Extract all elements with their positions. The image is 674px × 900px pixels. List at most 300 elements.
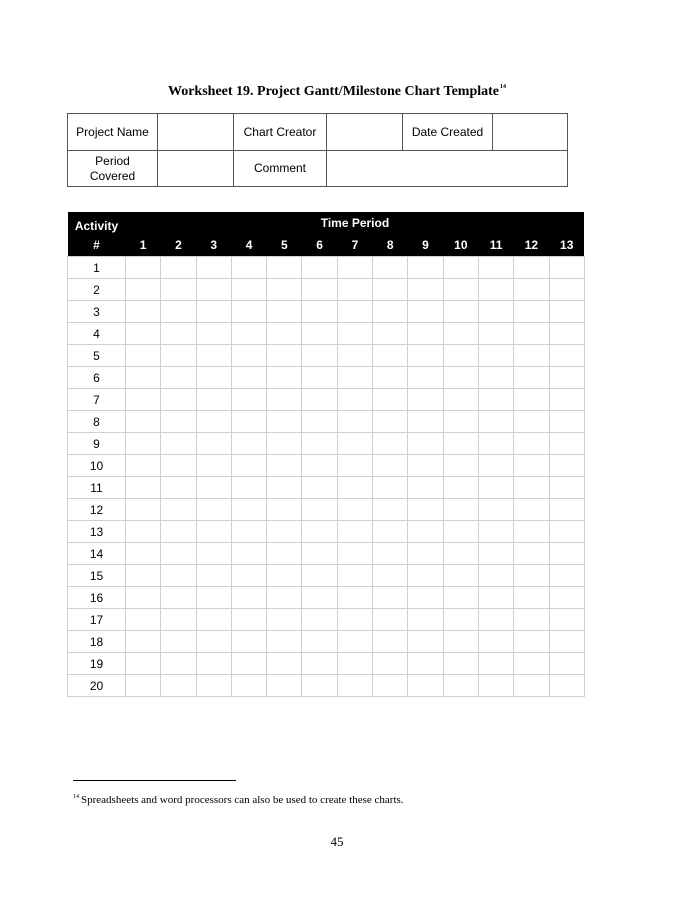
activity-row: [68, 301, 585, 323]
gantt-cell[interactable]: [196, 521, 231, 543]
gantt-cell[interactable]: [514, 345, 549, 367]
gantt-cell[interactable]: [478, 587, 513, 609]
gantt-cell[interactable]: [231, 455, 266, 477]
gantt-cell[interactable]: [196, 455, 231, 477]
gantt-cell[interactable]: [478, 411, 513, 433]
gantt-cell[interactable]: [196, 653, 231, 675]
gantt-cell[interactable]: [161, 609, 196, 631]
project-name-label: Project Name: [68, 114, 158, 151]
gantt-cell[interactable]: [443, 499, 478, 521]
gantt-cell[interactable]: [478, 455, 513, 477]
gantt-cell[interactable]: [161, 389, 196, 411]
gantt-cell[interactable]: [161, 279, 196, 301]
gantt-cell[interactable]: [267, 323, 302, 345]
gantt-cell[interactable]: [302, 367, 337, 389]
gantt-cell[interactable]: [267, 565, 302, 587]
gantt-cell[interactable]: [231, 301, 266, 323]
gantt-cell[interactable]: [443, 543, 478, 565]
gantt-cell[interactable]: [196, 477, 231, 499]
gantt-cell[interactable]: [514, 631, 549, 653]
gantt-cell[interactable]: [443, 301, 478, 323]
gantt-cell[interactable]: [549, 543, 584, 565]
gantt-cell[interactable]: [549, 433, 584, 455]
gantt-cell[interactable]: [478, 675, 513, 697]
gantt-cell[interactable]: [443, 411, 478, 433]
gantt-cell[interactable]: [478, 345, 513, 367]
gantt-cell[interactable]: [337, 345, 372, 367]
gantt-cell[interactable]: [302, 477, 337, 499]
title-text: Worksheet 19. Project Gantt/Milestone Chart Template: [167, 84, 500, 99]
gantt-cell[interactable]: [373, 565, 408, 587]
gantt-cell[interactable]: [161, 433, 196, 455]
gantt-cell[interactable]: [337, 301, 372, 323]
gantt-cell[interactable]: [408, 389, 443, 411]
gantt-cell[interactable]: [126, 455, 161, 477]
activity-number: 4: [68, 323, 126, 345]
gantt-cell[interactable]: [373, 455, 408, 477]
gantt-cell[interactable]: [231, 587, 266, 609]
gantt-cell[interactable]: [408, 521, 443, 543]
gantt-cell[interactable]: [373, 301, 408, 323]
gantt-cell[interactable]: [514, 587, 549, 609]
gantt-cell[interactable]: [267, 609, 302, 631]
activity-row: [68, 389, 585, 411]
gantt-cell[interactable]: [478, 631, 513, 653]
gantt-cell[interactable]: [267, 279, 302, 301]
gantt-cell[interactable]: [373, 367, 408, 389]
gantt-cell[interactable]: [337, 631, 372, 653]
gantt-cell[interactable]: [443, 367, 478, 389]
gantt-cell[interactable]: [126, 543, 161, 565]
gantt-cell[interactable]: [196, 565, 231, 587]
gantt-cell[interactable]: [478, 389, 513, 411]
gantt-cell[interactable]: [231, 345, 266, 367]
gantt-cell[interactable]: [443, 257, 478, 279]
gantt-cell[interactable]: [161, 499, 196, 521]
gantt-cell[interactable]: [478, 477, 513, 499]
gantt-cell[interactable]: [302, 675, 337, 697]
gantt-cell[interactable]: [126, 301, 161, 323]
gantt-cell[interactable]: [443, 433, 478, 455]
gantt-cell[interactable]: [126, 345, 161, 367]
gantt-cell[interactable]: [514, 433, 549, 455]
gantt-cell[interactable]: [302, 565, 337, 587]
gantt-cell[interactable]: [373, 477, 408, 499]
gantt-cell[interactable]: [443, 653, 478, 675]
gantt-cell[interactable]: [126, 411, 161, 433]
gantt-cell[interactable]: [373, 609, 408, 631]
gantt-cell[interactable]: [126, 477, 161, 499]
gantt-cell[interactable]: [267, 345, 302, 367]
gantt-cell[interactable]: [373, 345, 408, 367]
gantt-cell[interactable]: [478, 301, 513, 323]
gantt-cell[interactable]: [373, 675, 408, 697]
gantt-cell[interactable]: [549, 609, 584, 631]
project-info-table: [67, 113, 568, 187]
gantt-cell[interactable]: [267, 543, 302, 565]
gantt-cell[interactable]: [196, 433, 231, 455]
gantt-cell[interactable]: [373, 521, 408, 543]
gantt-cell[interactable]: [478, 543, 513, 565]
gantt-cell[interactable]: [549, 301, 584, 323]
gantt-cell[interactable]: [478, 565, 513, 587]
gantt-cell[interactable]: [443, 323, 478, 345]
gantt-cell[interactable]: [408, 257, 443, 279]
gantt-cell[interactable]: [373, 543, 408, 565]
gantt-cell[interactable]: [549, 345, 584, 367]
gantt-cell[interactable]: [126, 499, 161, 521]
gantt-cell[interactable]: [478, 609, 513, 631]
time-period-header: Time Period: [126, 212, 585, 234]
gantt-cell[interactable]: [302, 411, 337, 433]
gantt-cell[interactable]: [231, 543, 266, 565]
gantt-cell[interactable]: [196, 301, 231, 323]
activity-number: 6: [68, 367, 126, 389]
gantt-cell[interactable]: [302, 455, 337, 477]
period-covered-line1: Period: [95, 153, 130, 168]
activity-row: [68, 477, 585, 499]
project-name-field[interactable]: [158, 114, 234, 151]
gantt-cell[interactable]: [408, 653, 443, 675]
gantt-cell[interactable]: [337, 257, 372, 279]
gantt-cell[interactable]: [196, 389, 231, 411]
gantt-cell[interactable]: [549, 631, 584, 653]
gantt-cell[interactable]: [161, 653, 196, 675]
gantt-cell[interactable]: [337, 323, 372, 345]
gantt-cell[interactable]: [231, 323, 266, 345]
gantt-cell[interactable]: [161, 565, 196, 587]
gantt-cell[interactable]: [373, 433, 408, 455]
title-footnote-mark: 14: [500, 84, 507, 90]
gantt-cell[interactable]: [443, 345, 478, 367]
gantt-cell[interactable]: [443, 279, 478, 301]
gantt-cell[interactable]: [443, 565, 478, 587]
gantt-cell[interactable]: [549, 455, 584, 477]
gantt-cell[interactable]: [373, 411, 408, 433]
gantt-cell[interactable]: [231, 477, 266, 499]
gantt-cell[interactable]: [549, 587, 584, 609]
gantt-cell[interactable]: [267, 631, 302, 653]
gantt-cell[interactable]: [443, 455, 478, 477]
gantt-cell[interactable]: [267, 521, 302, 543]
gantt-cell[interactable]: [478, 279, 513, 301]
gantt-cell[interactable]: [302, 389, 337, 411]
gantt-cell[interactable]: [514, 411, 549, 433]
gantt-cell[interactable]: [196, 675, 231, 697]
gantt-cell[interactable]: [408, 543, 443, 565]
period-covered-field[interactable]: [158, 151, 234, 187]
activity-number: 9: [68, 433, 126, 455]
gantt-cell[interactable]: [231, 279, 266, 301]
gantt-cell[interactable]: [196, 279, 231, 301]
gantt-cell[interactable]: [514, 455, 549, 477]
gantt-cell[interactable]: [337, 389, 372, 411]
gantt-cell[interactable]: [126, 521, 161, 543]
comment-field[interactable]: [327, 151, 568, 187]
gantt-cell[interactable]: [408, 565, 443, 587]
gantt-cell[interactable]: [549, 653, 584, 675]
gantt-cell[interactable]: [302, 543, 337, 565]
gantt-cell[interactable]: [302, 609, 337, 631]
gantt-cell[interactable]: [478, 257, 513, 279]
gantt-cell[interactable]: [302, 653, 337, 675]
gantt-cell[interactable]: [126, 587, 161, 609]
gantt-cell[interactable]: [549, 521, 584, 543]
activity-number-header: #: [68, 234, 126, 257]
gantt-cell[interactable]: [196, 543, 231, 565]
gantt-cell[interactable]: [196, 631, 231, 653]
gantt-cell[interactable]: [126, 609, 161, 631]
gantt-cell[interactable]: [161, 543, 196, 565]
gantt-cell[interactable]: [126, 675, 161, 697]
gantt-cell[interactable]: [514, 609, 549, 631]
gantt-cell[interactable]: [373, 323, 408, 345]
gantt-cell[interactable]: [373, 653, 408, 675]
gantt-cell[interactable]: [126, 323, 161, 345]
gantt-cell[interactable]: [337, 499, 372, 521]
gantt-cell[interactable]: [196, 257, 231, 279]
gantt-cell[interactable]: [267, 455, 302, 477]
gantt-cell[interactable]: [161, 301, 196, 323]
footnote-divider: [73, 780, 236, 781]
activity-row: [68, 587, 585, 609]
gantt-cell[interactable]: [408, 301, 443, 323]
gantt-cell[interactable]: [337, 411, 372, 433]
gantt-cell[interactable]: [337, 543, 372, 565]
gantt-cell[interactable]: [443, 521, 478, 543]
gantt-cell[interactable]: [267, 587, 302, 609]
gantt-cell[interactable]: [302, 631, 337, 653]
activity-number: 8: [68, 411, 126, 433]
gantt-cell[interactable]: [514, 389, 549, 411]
gantt-cell[interactable]: [337, 521, 372, 543]
gantt-cell[interactable]: [514, 301, 549, 323]
activity-number: 19: [68, 653, 126, 675]
gantt-cell[interactable]: [126, 565, 161, 587]
gantt-cell[interactable]: [443, 389, 478, 411]
gantt-cell[interactable]: [478, 653, 513, 675]
gantt-cell[interactable]: [302, 499, 337, 521]
comment-label: Comment: [234, 151, 327, 187]
gantt-cell[interactable]: [196, 367, 231, 389]
gantt-cell[interactable]: [231, 521, 266, 543]
gantt-cell[interactable]: [373, 587, 408, 609]
gantt-cell[interactable]: [161, 477, 196, 499]
gantt-cell[interactable]: [267, 367, 302, 389]
gantt-cell[interactable]: [408, 587, 443, 609]
activity-row: [68, 609, 585, 631]
gantt-cell[interactable]: [267, 257, 302, 279]
gantt-cell[interactable]: [337, 367, 372, 389]
gantt-cell[interactable]: [302, 345, 337, 367]
gantt-cell[interactable]: [514, 499, 549, 521]
gantt-cell[interactable]: [161, 521, 196, 543]
gantt-cell[interactable]: [302, 279, 337, 301]
gantt-cell[interactable]: [196, 345, 231, 367]
gantt-cell[interactable]: [231, 411, 266, 433]
gantt-cell[interactable]: [231, 565, 266, 587]
gantt-cell[interactable]: [443, 587, 478, 609]
gantt-cell[interactable]: [267, 433, 302, 455]
gantt-cell[interactable]: [478, 367, 513, 389]
gantt-cell[interactable]: [514, 367, 549, 389]
activity-header: Activity: [68, 212, 126, 234]
gantt-cell[interactable]: [126, 257, 161, 279]
gantt-cell[interactable]: [302, 301, 337, 323]
gantt-cell[interactable]: [267, 389, 302, 411]
gantt-cell[interactable]: [514, 521, 549, 543]
gantt-cell[interactable]: [443, 477, 478, 499]
gantt-cell[interactable]: [549, 279, 584, 301]
gantt-cell[interactable]: [302, 433, 337, 455]
gantt-cell[interactable]: [337, 675, 372, 697]
gantt-cell[interactable]: [478, 521, 513, 543]
gantt-cell[interactable]: [549, 411, 584, 433]
gantt-cell[interactable]: [514, 543, 549, 565]
gantt-cell[interactable]: [161, 455, 196, 477]
gantt-cell[interactable]: [196, 323, 231, 345]
gantt-cell[interactable]: [161, 411, 196, 433]
gantt-cell[interactable]: [549, 565, 584, 587]
activity-row: [68, 257, 585, 279]
gantt-cell[interactable]: [408, 609, 443, 631]
gantt-cell[interactable]: [408, 631, 443, 653]
gantt-cell[interactable]: [302, 257, 337, 279]
gantt-cell[interactable]: [549, 367, 584, 389]
gantt-cell[interactable]: [337, 279, 372, 301]
gantt-cell[interactable]: [161, 345, 196, 367]
gantt-cell[interactable]: [231, 257, 266, 279]
gantt-cell[interactable]: [337, 587, 372, 609]
gantt-cell[interactable]: [443, 609, 478, 631]
gantt-cell[interactable]: [231, 653, 266, 675]
gantt-cell[interactable]: [231, 675, 266, 697]
gantt-cell[interactable]: [231, 499, 266, 521]
gantt-cell[interactable]: [267, 411, 302, 433]
gantt-cell[interactable]: [373, 279, 408, 301]
gantt-cell[interactable]: [337, 477, 372, 499]
gantt-cell[interactable]: [196, 499, 231, 521]
gantt-cell[interactable]: [161, 631, 196, 653]
gantt-cell[interactable]: [514, 323, 549, 345]
gantt-cell[interactable]: [408, 323, 443, 345]
gantt-cell[interactable]: [549, 477, 584, 499]
gantt-cell[interactable]: [126, 653, 161, 675]
period-column-header: 5: [267, 234, 302, 257]
gantt-cell[interactable]: [231, 389, 266, 411]
gantt-cell[interactable]: [267, 499, 302, 521]
gantt-cell[interactable]: [161, 257, 196, 279]
gantt-cell[interactable]: [549, 323, 584, 345]
gantt-cell[interactable]: [337, 609, 372, 631]
activity-row: [68, 367, 585, 389]
gantt-cell[interactable]: [373, 257, 408, 279]
activity-row: [68, 521, 585, 543]
period-column-header: 8: [373, 234, 408, 257]
gantt-cell[interactable]: [267, 675, 302, 697]
chart-creator-field[interactable]: [327, 114, 403, 151]
gantt-cell[interactable]: [514, 279, 549, 301]
gantt-cell[interactable]: [549, 675, 584, 697]
gantt-cell[interactable]: [549, 499, 584, 521]
gantt-cell[interactable]: [196, 609, 231, 631]
gantt-cell[interactable]: [231, 631, 266, 653]
period-column-header: 2: [161, 234, 196, 257]
gantt-cell[interactable]: [302, 323, 337, 345]
gantt-cell[interactable]: [126, 279, 161, 301]
gantt-cell[interactable]: [478, 499, 513, 521]
gantt-cell[interactable]: [161, 675, 196, 697]
activity-number: 16: [68, 587, 126, 609]
gantt-cell[interactable]: [161, 323, 196, 345]
gantt-cell[interactable]: [408, 279, 443, 301]
gantt-cell[interactable]: [408, 477, 443, 499]
gantt-cell[interactable]: [196, 587, 231, 609]
gantt-cell[interactable]: [514, 477, 549, 499]
gantt-cell[interactable]: [478, 433, 513, 455]
gantt-cell[interactable]: [408, 345, 443, 367]
gantt-cell[interactable]: [514, 565, 549, 587]
gantt-cell[interactable]: [408, 455, 443, 477]
gantt-cell[interactable]: [126, 389, 161, 411]
gantt-cell[interactable]: [443, 675, 478, 697]
activity-row: [68, 323, 585, 345]
footnote-text: Spreadsheets and word processors can also be used to create these charts.: [81, 794, 404, 806]
gantt-cell[interactable]: [337, 653, 372, 675]
gantt-cell[interactable]: [549, 389, 584, 411]
gantt-cell[interactable]: [161, 587, 196, 609]
gantt-cell[interactable]: [478, 323, 513, 345]
gantt-cell[interactable]: [267, 477, 302, 499]
gantt-cell[interactable]: [231, 367, 266, 389]
gantt-cell[interactable]: [408, 499, 443, 521]
gantt-cell[interactable]: [302, 587, 337, 609]
gantt-cell[interactable]: [267, 653, 302, 675]
date-created-field[interactable]: [493, 114, 568, 151]
gantt-cell[interactable]: [267, 301, 302, 323]
gantt-cell[interactable]: [443, 631, 478, 653]
gantt-cell[interactable]: [126, 631, 161, 653]
gantt-cell[interactable]: [231, 433, 266, 455]
activity-row: [68, 345, 585, 367]
gantt-cell[interactable]: [514, 653, 549, 675]
period-column-header: 4: [231, 234, 266, 257]
gantt-cell[interactable]: [373, 631, 408, 653]
page-number: 45: [330, 834, 344, 849]
gantt-cell[interactable]: [549, 257, 584, 279]
gantt-cell[interactable]: [161, 367, 196, 389]
gantt-cell[interactable]: [408, 433, 443, 455]
gantt-cell[interactable]: [408, 411, 443, 433]
gantt-cell[interactable]: [373, 499, 408, 521]
activity-row: [68, 433, 585, 455]
gantt-cell[interactable]: [373, 389, 408, 411]
gantt-cell[interactable]: [126, 433, 161, 455]
gantt-cell[interactable]: [337, 565, 372, 587]
gantt-cell[interactable]: [196, 411, 231, 433]
activity-row: [68, 675, 585, 697]
chart-creator-label: Chart Creator: [234, 114, 327, 151]
gantt-cell[interactable]: [514, 675, 549, 697]
gantt-cell[interactable]: [337, 433, 372, 455]
gantt-cell[interactable]: [337, 455, 372, 477]
gantt-cell[interactable]: [231, 609, 266, 631]
gantt-cell[interactable]: [408, 367, 443, 389]
gantt-cell[interactable]: [514, 257, 549, 279]
gantt-cell[interactable]: [302, 521, 337, 543]
gantt-cell[interactable]: [408, 675, 443, 697]
gantt-cell[interactable]: [126, 367, 161, 389]
